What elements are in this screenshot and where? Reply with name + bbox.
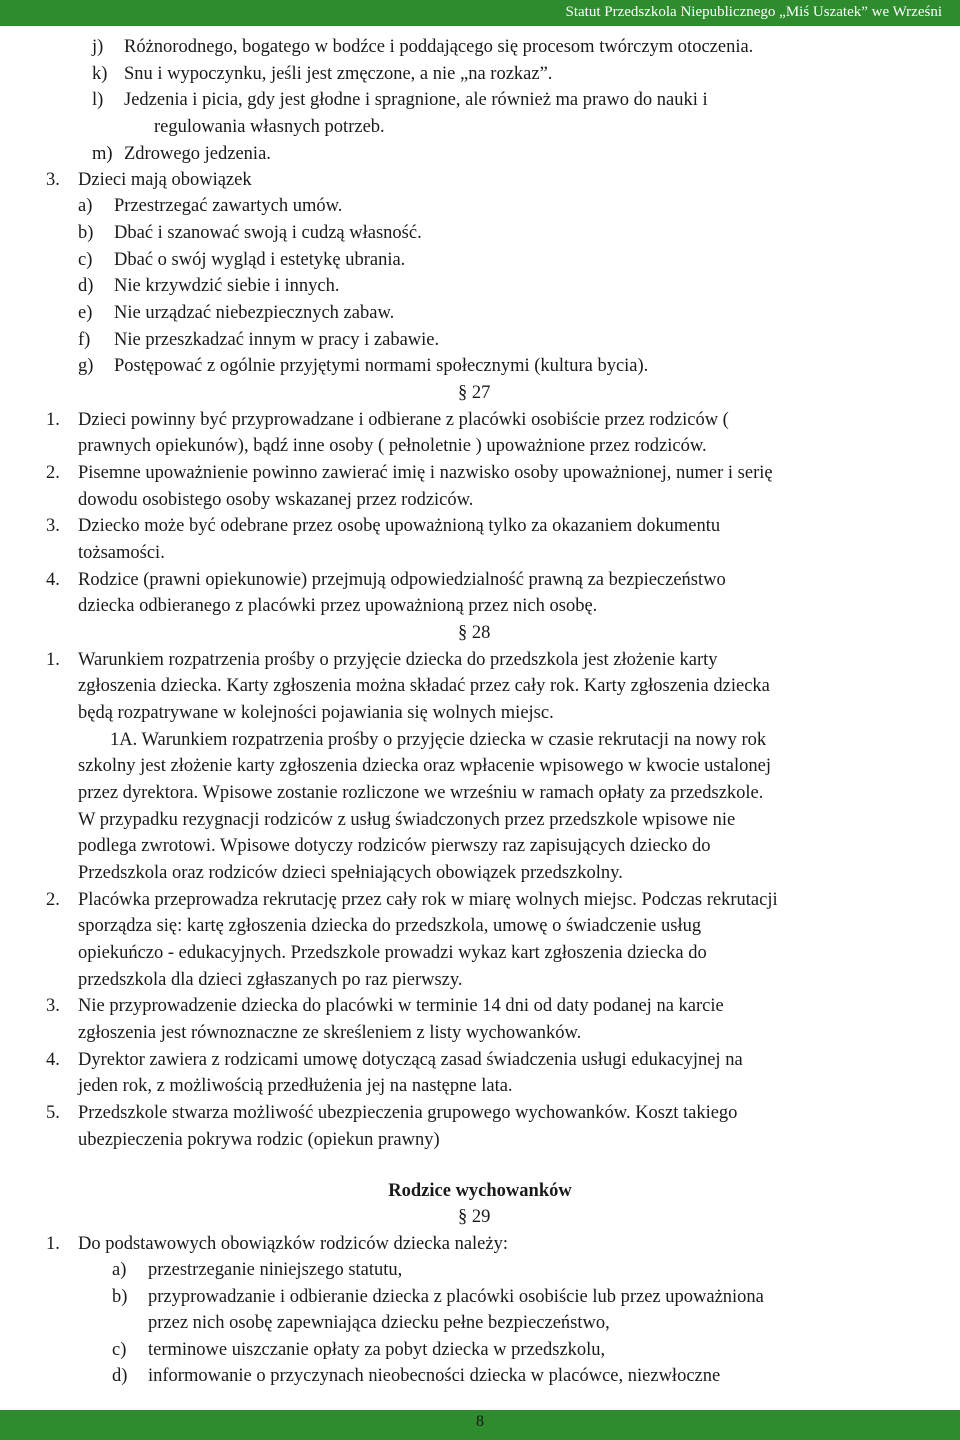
list-marker: 5.: [46, 1103, 60, 1123]
list-item-text: Nie urządzać niebezpiecznych zabaw.: [114, 303, 395, 323]
list-marker: 4.: [46, 570, 60, 590]
paragraph-line: prawnych opiekunów), bądź inne osoby ( pełnoletnie ) upoważnione przez rodziców.: [78, 436, 707, 456]
paragraph-line: ubezpieczenia pokrywa rodzic (opiekun prawny): [78, 1130, 440, 1150]
paragraph-line: Dzieci powinny być przyprowadzane i odbierane z placówki osobiście przez rodziców (: [78, 410, 729, 430]
list-item-text: Nie krzywdzić siebie i innych.: [114, 276, 340, 296]
paragraph-line: Warunkiem rozpatrzenia prośby o przyjęcie dziecka do przedszkola jest złożenie karty: [78, 650, 718, 670]
section-title: § 27: [458, 383, 491, 403]
list-item-text: Zdrowego jedzenia.: [124, 144, 271, 164]
list-marker: c): [78, 250, 93, 270]
paragraph-line: zgłoszenia jest równoznaczne ze skreśleniem z listy wychowanków.: [78, 1023, 582, 1043]
paragraph-line: Przedszkola oraz rodziców dzieci spełniających obowiązek przedszkolny.: [78, 863, 623, 883]
list-item-text: przestrzeganie niniejszego statutu,: [148, 1260, 403, 1280]
paragraph-line: przez dyrektora. Wpisowe zostanie rozliczone we wrześniu w ramach opłaty za przedszkole.: [78, 783, 764, 803]
paragraph-line: Pisemne upoważnienie powinno zawierać imię i nazwisko osoby upoważnionej, numer i serię: [78, 463, 773, 483]
paragraph-line: dziecka odbieranego z placówki przez upoważnioną przez nich osobę.: [78, 596, 598, 616]
paragraph-line: dowodu osobistego osoby wskazanej przez rodziców.: [78, 490, 474, 510]
section-title: § 28: [458, 623, 491, 643]
list-marker: d): [78, 276, 94, 296]
section-title: § 29: [458, 1207, 491, 1227]
list-item-text: przez nich osobę zapewniająca dziecku pełne bezpieczeństwo,: [148, 1313, 610, 1333]
paragraph-line: jeden rok, z możliwością przedłużenia jej na następne lata.: [78, 1076, 513, 1096]
paragraph-line: Nie przyprowadzenie dziecka do placówki w terminie 14 dni od daty podanej na karcie: [78, 996, 724, 1016]
paragraph-line: Rodzice (prawni opiekunowie) przejmują odpowiedzialność prawną za bezpieczeństwo: [78, 570, 726, 590]
paragraph-line: Przedszkole stwarza możliwość ubezpieczenia grupowego wychowanków. Koszt takiego: [78, 1103, 738, 1123]
list-marker: 1.: [46, 410, 60, 430]
paragraph-line: będą rozpatrywane w kolejności pojawiania się wolnych miejsc.: [78, 703, 554, 723]
list-item-continuation: regulowania własnych potrzeb.: [154, 117, 385, 137]
list-marker: e): [78, 303, 93, 323]
list-marker: 3.: [46, 516, 60, 536]
list-marker: l): [92, 90, 104, 110]
list-marker: 1.: [46, 650, 60, 670]
paragraph-line: Dyrektor zawiera z rodzicami umowę dotyczącą zasad świadczenia usługi edukacyjnej na: [78, 1050, 743, 1070]
list-marker: 2.: [46, 890, 60, 910]
paragraph-line: Dziecko może być odebrane przez osobę upoważnioną tylko za okazaniem dokumentu: [78, 516, 721, 536]
list-marker: b): [112, 1287, 128, 1307]
paragraph-line: zgłoszenia dziecka. Karty zgłoszenia można składać przez cały rok. Karty zgłoszenia dziecka: [78, 676, 770, 696]
list-item-text: Dbać i szanować swoją i cudzą własność.: [114, 223, 422, 243]
list-marker: g): [78, 356, 94, 376]
list-item-text: terminowe uiszczanie opłaty za pobyt dziecka w przedszkolu,: [148, 1340, 606, 1360]
list-item-text: Nie przeszkadzać innym w pracy i zabawie.: [114, 330, 440, 350]
duties-title: Dzieci mają obowiązek: [78, 170, 252, 190]
list-item-text: przyprowadzanie i odbieranie dziecka z placówki osobiście lub przez upoważniona: [148, 1287, 764, 1307]
paragraph-line: opiekuńczo - edukacyjnych. Przedszkole prowadzi wykaz kart zgłoszenia dziecka do: [78, 943, 707, 963]
list-marker: 4.: [46, 1050, 60, 1070]
list-marker: a): [78, 196, 93, 216]
list-item-text: Snu i wypoczynku, jeśli jest zmęczone, a nie „na rozkaz”.: [124, 64, 553, 84]
list-marker: b): [78, 223, 94, 243]
list-item-text: informowanie o przyczynach nieobecności dziecka w placówce, niezwłoczne: [148, 1366, 721, 1386]
header-bar: [0, 0, 960, 26]
paragraph-line: sporządza się: kartę zgłoszenia dziecka do przedszkola, umowę o świadczenie usług: [78, 916, 702, 936]
list-marker: j): [92, 37, 104, 57]
list-marker: a): [112, 1260, 127, 1280]
page-number: 8: [476, 1413, 484, 1430]
list-item-text: Dbać o swój wygląd i estetykę ubrania.: [114, 250, 406, 270]
list-marker: 1.: [46, 1234, 60, 1254]
list-marker: k): [92, 64, 108, 84]
paragraph-line: tożsamości.: [78, 543, 165, 563]
list-marker: c): [112, 1340, 127, 1360]
list-item-text: Postępować z ogólnie przyjętymi normami społecznymi (kultura bycia).: [114, 356, 649, 376]
paragraph-line: szkolny jest złożenie karty zgłoszenia dziecka oraz wpłacenie wpisowego w kwocie ustalonej: [78, 756, 771, 776]
paragraph-line: Placówka przeprowadza rekrutację przez cały rok w miarę wolnych miejsc. Podczas rekrutacji: [78, 890, 778, 910]
paragraph-line: W przypadku rezygnacji rodziców z usług świadczonych przez przedszkole wpisowe nie: [78, 810, 736, 830]
paragraph-line: Do podstawowych obowiązków rodziców dziecka należy:: [78, 1234, 508, 1254]
paragraph-line: 1A. Warunkiem rozpatrzenia prośby o przyjęcie dziecka w czasie rekrutacji na nowy rok: [110, 730, 767, 750]
list-item-text: Różnorodnego, bogatego w bodźce i poddającego się procesom twórczym otoczenia.: [124, 37, 754, 57]
document-header-title: Statut Przedszkola Niepublicznego „Miś Uszatek” we Wrześni: [565, 4, 942, 20]
list-marker: 3.: [46, 996, 60, 1016]
duties-marker: 3.: [46, 170, 60, 190]
list-item-text: Jedzenia i picia, gdy jest głodne i spragnione, ale również ma prawo do nauki i: [124, 90, 708, 110]
list-marker: 2.: [46, 463, 60, 483]
list-item-text: Przestrzegać zawartych umów.: [114, 196, 343, 216]
list-marker: m): [92, 144, 113, 164]
chapter-heading: Rodzice wychowanków: [388, 1181, 572, 1201]
paragraph-line: przedszkola dla dzieci zgłaszanych po raz pierwszy.: [78, 970, 463, 990]
paragraph-line: podlega zwrotowi. Wpisowe dotyczy rodziców pierwszy raz zapisujących dziecko do: [78, 836, 711, 856]
list-marker: f): [78, 330, 91, 350]
list-marker: d): [112, 1366, 128, 1386]
